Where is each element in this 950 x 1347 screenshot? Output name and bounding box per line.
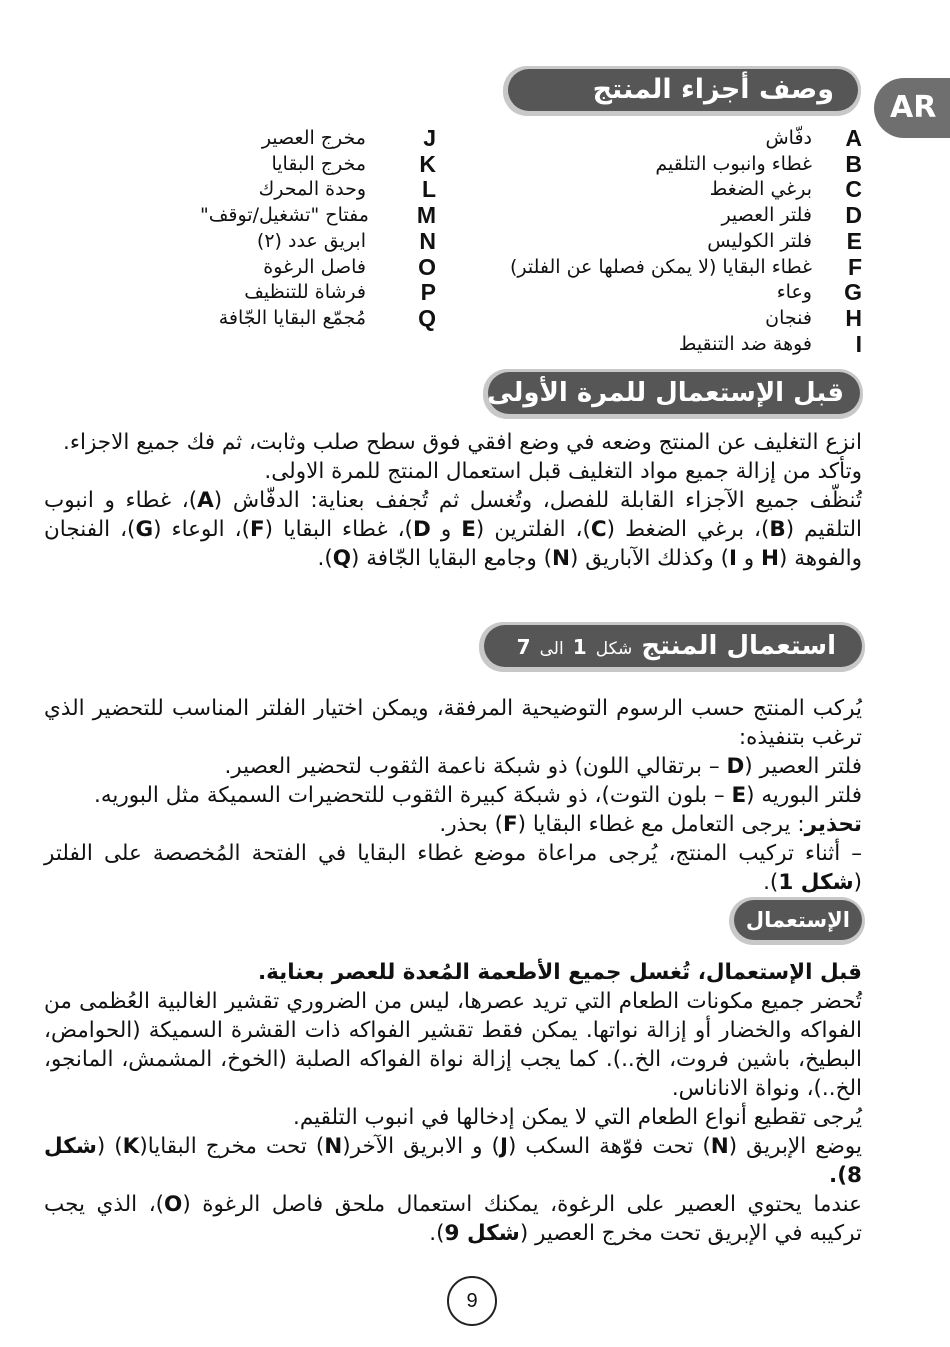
part-ref: C [590, 517, 607, 542]
part-ref: A [197, 488, 214, 513]
part-row [470, 177, 862, 203]
part-letter: H [845, 304, 862, 331]
part-label: وحدة المحرك [258, 178, 366, 201]
part-row [200, 229, 436, 255]
part-row [470, 229, 862, 255]
part-letter: N [419, 227, 436, 254]
part-label: مخرج البقايا [271, 152, 366, 175]
page-number-value: 9 [466, 1290, 478, 1312]
warning-label: تحذير [804, 812, 862, 837]
part-label: فلتر العصير [721, 204, 812, 227]
part-letter: Q [418, 304, 436, 331]
text-run: – بلون التوت)، ذو شبكة كبيرة الثقوب للتحضيرات السميكة مثل البوريه. [94, 783, 732, 808]
part-letter: J [423, 125, 436, 151]
part-label: فرشاة للتنظيف [244, 281, 366, 304]
paragraph: يُركب المنتج حسب الرسوم التوضيحية المرفقة، ويمكن اختيار الفلتر المناسب للتحضير الذي ترغب بتنفيذه: [44, 696, 862, 750]
section-title: قبل الإستعمال للمرة الأولى [487, 378, 844, 408]
text-run: – أثناء تركيب المنتج، يُرجى مراعاة موضع غطاء البقايا في الفتحة المُخصصة على الفلتر ( [44, 841, 862, 895]
paragraph [44, 1190, 862, 1248]
part-row [200, 280, 436, 306]
text-run: )، غطاء و انبوب التلقيم ( [44, 488, 862, 542]
text-run: )، الوعاء ( [153, 517, 250, 542]
part-label: برغي الضغط [709, 178, 812, 201]
part-ref: O [164, 1192, 183, 1217]
part-row [200, 177, 436, 203]
part-ref: F [502, 812, 518, 837]
part-letter: F [847, 253, 862, 280]
part-ref: N [552, 546, 571, 571]
paragraph: تُحضر جميع مكونات الطعام التي تريد عصرها، ليس من الضروري تقشير الغالبية العُظمى من الفواكه والخضار أو إزالة نواتها. يمكن فقط تقشير الفواكه ذات القشرة السميكة (الحوامض، البطيخ، باشين فروت، الخ..). كما يجب إزالة نواة الفواكه الصلبة (الخوخ، المشمش، المانجو، الخ..)، ونواة الاناناس. [44, 989, 862, 1101]
text-run: فلتر البوريه ( [746, 783, 862, 808]
text-run: )، غطاء البقايا ( [264, 517, 413, 542]
text-run: )، الذي يجب تركيبه في الإبريق تحت مخرج العصير ( [44, 1192, 862, 1246]
paragraph [44, 752, 862, 781]
text-run: )، الفلترين ( [475, 517, 591, 542]
text-run: : يرجى التعامل مع غطاء البقايا ( [517, 812, 805, 837]
paragraph [44, 810, 862, 839]
text-run: ) وجامع البقايا الجّافة ( [351, 546, 553, 571]
page-number [447, 1276, 497, 1326]
part-ref: J [499, 1134, 508, 1159]
part-ref: D [412, 517, 431, 542]
text-run: ). [317, 546, 333, 571]
part-label: وعاء [776, 281, 812, 304]
paragraph [44, 839, 862, 897]
part-label: مفتاح "تشغيل/توقف" [200, 204, 369, 227]
section-heading-using-product [484, 625, 862, 667]
section-heading-usage [734, 900, 862, 940]
part-ref: G [135, 517, 154, 542]
part-row [200, 126, 436, 152]
text-run: و [736, 546, 762, 571]
part-label: دفّاش [765, 127, 812, 149]
text-run: ) ( [96, 1134, 123, 1159]
section-heading-parts [508, 69, 858, 111]
parts-list-right [470, 126, 862, 357]
part-label: غطاء البقايا (لا يمكن فصلها عن الفلتر) [509, 255, 812, 278]
text-run: ). [763, 870, 779, 895]
text-run: )، الفنجان والفوهة ( [44, 517, 862, 571]
part-label: فنجان [765, 306, 812, 329]
part-letter: L [421, 176, 436, 203]
part-letter: K [419, 150, 436, 177]
part-letter: G [844, 279, 862, 306]
part-letter: O [418, 253, 436, 280]
part-row [200, 306, 436, 332]
part-row [470, 306, 862, 332]
part-ref: H [761, 546, 780, 571]
part-ref: N [710, 1134, 729, 1159]
part-ref: K [122, 1134, 140, 1159]
part-letter: A [845, 125, 862, 151]
part-ref: E [731, 783, 747, 808]
part-label: فاصل الرغوة [263, 255, 366, 278]
figure-to-word: الى [539, 639, 564, 659]
part-ref: F [249, 517, 265, 542]
text-run: ) و الابريق الآخر( [342, 1134, 500, 1159]
part-ref: B [769, 517, 786, 542]
text-run: ) وكذلك الآباريق ( [570, 546, 729, 571]
part-row [470, 280, 862, 306]
part-label: غطاء وانبوب التلقيم [655, 152, 812, 175]
paragraph [44, 486, 862, 573]
text-run: – برتقالي اللون) ذو شبكة ناعمة الثقوب لتحضير العصير. [224, 754, 727, 779]
figure-ref: شكل 1 [778, 870, 854, 895]
text-run: ). [429, 1221, 445, 1246]
part-ref: I [728, 546, 737, 571]
text-run: و [430, 517, 462, 542]
text-run: عندما يحتوي العصير على الرغوة، يمكنك استعمال ملحق فاصل الرغوة ( [182, 1192, 863, 1217]
text-run: فلتر العصير ( [744, 754, 862, 779]
part-label: فلتر الكوليس [707, 229, 812, 252]
part-letter: D [845, 202, 862, 229]
part-label: مُجمّع البقايا الجّافة [218, 306, 366, 329]
figure-to: 7 [516, 635, 531, 659]
text-run: ) بحذر. [439, 812, 503, 837]
part-row [470, 332, 862, 358]
part-ref: E [461, 517, 476, 542]
part-ref: Q [332, 546, 351, 571]
part-letter: C [845, 176, 862, 203]
text-run: ). [829, 1163, 848, 1188]
part-row [200, 152, 436, 178]
parts-list-left [200, 126, 436, 332]
text-run: ) تحت فوّهة السكب ( [507, 1134, 711, 1159]
part-row [470, 152, 862, 178]
usage-text [44, 958, 862, 1248]
figure-ref: شكل 9 [444, 1221, 520, 1246]
part-letter: I [855, 330, 862, 357]
section-title: وصف أجزاء المنتج [592, 74, 834, 105]
first-use-text [44, 428, 862, 573]
paragraph: وتأكد من إزالة جميع مواد التغليف قبل استعمال المنتج للمرة الاولى. [264, 459, 862, 484]
part-letter: M [416, 202, 436, 229]
part-label: مخرج العصير [261, 127, 366, 149]
figure-word: شكل [595, 639, 633, 659]
section-title: استعمال المنتج [641, 631, 836, 661]
language-tab [874, 78, 950, 138]
paragraph-bold: قبل الإستعمال، تُغسل جميع الأطعمة المُعدة للعصر بعناية. [257, 960, 862, 985]
part-row [470, 126, 862, 152]
text-run: )، برغي الضغط ( [606, 517, 770, 542]
text-run: تُنظّف جميع الآجزاء القابلة للفصل، وتُغسل ثم تُجفف بعناية: الدفّاش ( [213, 488, 862, 513]
section-heading-first-use [488, 372, 860, 414]
part-label: فوهة ضد التنقيط [678, 332, 812, 355]
part-letter: E [846, 227, 862, 254]
part-row [200, 255, 436, 281]
figure-from: 1 [572, 635, 587, 659]
paragraph: يُرجى تقطيع أنواع الطعام التي لا يمكن إدخالها في انبوب التلقيم. [293, 1105, 862, 1130]
part-row [470, 203, 862, 229]
part-label: ابريق عدد (٢) [256, 229, 366, 252]
figure-ref: شكل 8 [44, 1134, 862, 1188]
part-ref: D [726, 754, 745, 779]
part-letter: B [845, 150, 862, 177]
part-letter: P [420, 279, 436, 306]
text-run: يوضع الإبريق ( [728, 1134, 863, 1159]
part-ref: N [324, 1134, 343, 1159]
paragraph [44, 1132, 862, 1190]
paragraph [44, 781, 862, 810]
language-code: AR [890, 90, 937, 125]
part-row [200, 203, 436, 229]
text-run: ) تحت مخرج البقايا( [139, 1134, 325, 1159]
section-title: الإستعمال [745, 908, 850, 932]
paragraph: انزع التغليف عن المنتج وضعه في وضع افقي فوق سطح صلب وثابت، ثم فك جميع الاجزاء. [63, 430, 862, 455]
part-row [470, 255, 862, 281]
using-product-text [44, 694, 862, 897]
